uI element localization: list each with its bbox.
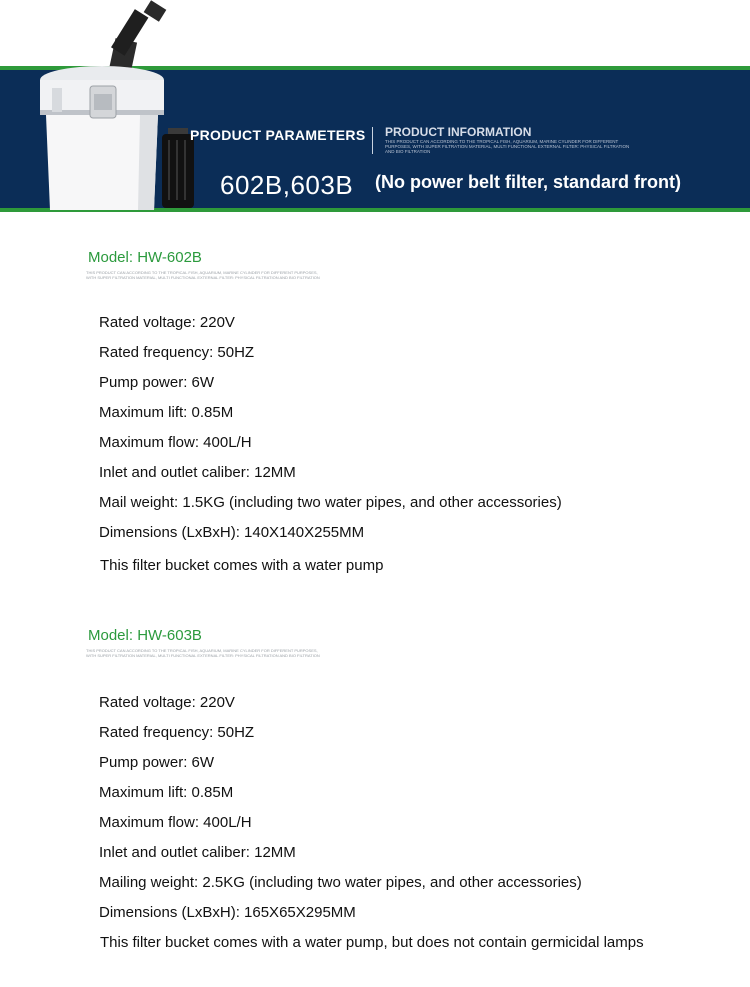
- spec-maximum-flow: Maximum flow: 400L/H: [99, 814, 252, 831]
- spec-caliber: Inlet and outlet caliber: 12MM: [99, 844, 296, 861]
- product-information-fine-print: THIS PRODUCT CAN ACCORDING TO THE TROPICAL FISH, AQUARIUM, MARINE CYLINDER FOR DIFFERENT PURPOSES, WITH SUPER FILTRATION MATERIAL, MULTI FUNCTIONAL EXTERNAL FILTER: PHYSICAL FILTRATION AND BIO FILTRATION: [385, 139, 630, 154]
- product-information-label: PRODUCT INFORMATION: [385, 125, 532, 139]
- model-title-603b: Model: HW-603B: [88, 627, 202, 644]
- spec-rated-frequency: Rated frequency: 50HZ: [99, 724, 255, 741]
- product-parameters-label: PRODUCT PARAMETERS: [190, 127, 366, 143]
- section-note: This filter bucket comes with a water pump, but does not contain germicidal lamps: [100, 934, 644, 951]
- model-fine-print-602b: THIS PRODUCT CAN ACCORDING TO THE TROPICAL FISH, AQUARIUM, MARINE CYLINDER FOR DIFFERENT PURPOSES, WITH SUPER FILTRATION MATERIAL, MULTI FUNCTIONAL EXTERNAL FILTER: PHYSICAL FILTRATION AND BIO FILTRATION: [86, 270, 320, 280]
- spec-maximum-lift: Maximum lift: 0.85M: [99, 404, 234, 421]
- models-subtitle: (No power belt filter, standard front): [375, 172, 682, 192]
- spec-dimensions: Dimensions (LxBxH): 140X140X255MM: [99, 524, 365, 541]
- spec-pump-power: Pump power: 6W: [99, 374, 215, 391]
- models-title: 602B,603B: [220, 170, 354, 200]
- spec-weight: Mailing weight: 2.5KG (including two water pipes, and other accessories): [99, 874, 582, 891]
- spec-rated-voltage: Rated voltage: 220V: [99, 314, 235, 331]
- spec-maximum-flow: Maximum flow: 400L/H: [99, 434, 252, 451]
- model-fine-print-603b: THIS PRODUCT CAN ACCORDING TO THE TROPICAL FISH, AQUARIUM, MARINE CYLINDER FOR DIFFERENT PURPOSES, WITH SUPER FILTRATION MATERIAL, MULTI FUNCTIONAL EXTERNAL FILTER: PHYSICAL FILTRATION AND BIO FILTRATION: [86, 648, 320, 658]
- model-title-602b: Model: HW-602B: [88, 249, 202, 266]
- spec-dimensions: Dimensions (LxBxH): 165X65X295MM: [99, 904, 356, 921]
- canister-filter-image: [0, 0, 210, 215]
- spec-pump-power: Pump power: 6W: [99, 754, 215, 771]
- spec-weight: Mail weight: 1.5KG (including two water pipes, and other accessories): [99, 494, 562, 511]
- spec-rated-voltage: Rated voltage: 220V: [99, 694, 235, 711]
- banner-divider: [372, 127, 373, 154]
- section-note: This filter bucket comes with a water pump: [100, 557, 384, 574]
- spec-rated-frequency: Rated frequency: 50HZ: [99, 344, 255, 361]
- spec-maximum-lift: Maximum lift: 0.85M: [99, 784, 234, 801]
- spec-caliber: Inlet and outlet caliber: 12MM: [99, 464, 296, 481]
